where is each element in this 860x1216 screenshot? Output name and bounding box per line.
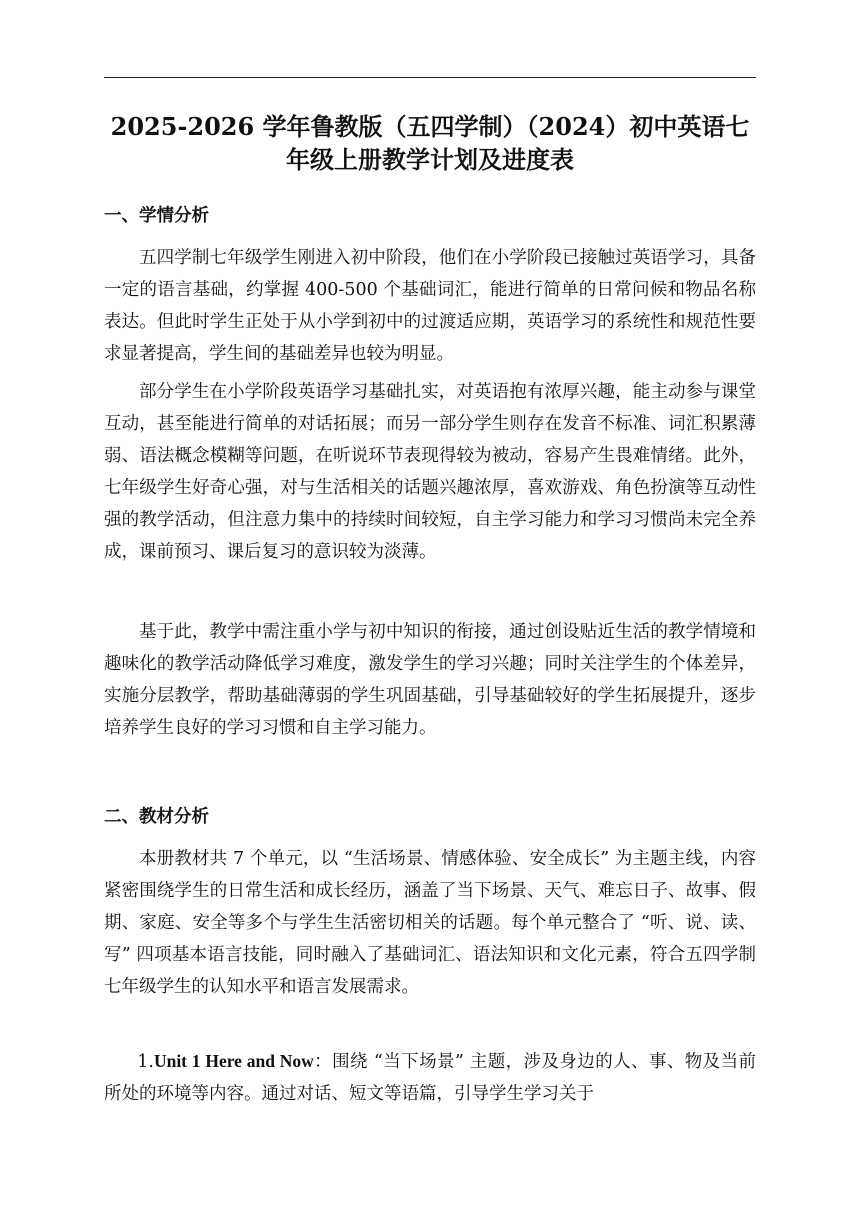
item-number: 1. [137,1052,154,1072]
item-text: ：围绕 “当下场景” 主题，涉及身边的人、事、物及当前所处的环境等内容。通过对话、短文等语篇，引导学生学习关于 [104,1052,756,1104]
section-heading-textbook-analysis: 二、教材分析 [104,807,209,827]
paragraph: 本册教材共 7 个单元，以 “生活场景、情感体验、安全成长” 为主题主线，内容紧密围绕学生的日常生活和成长经历，涵盖了当下场景、天气、难忘日子、故事、假期、家庭、安全等多个与学生生活密切相关的话题。每个单元整合了 “听、说、读、写” 四项基本语言技能，同时融入了基础词汇、语法知识和文化元素，符合五四学制七年级学生的认知水平和语言发展需求。 [104,849,756,997]
header-rule [104,77,756,78]
document-title: 2025-2026 学年鲁教版（五四学制）（2024）初中英语七年级上册教学计划及进度表 [110,112,750,174]
paragraph: 部分学生在小学阶段英语学习基础扎实，对英语抱有浓厚兴趣，能主动参与课堂互动，甚至能进行简单的对话拓展；而另一部分学生则存在发音不标准、词汇积累薄弱、语法概念模糊等问题，在听说环节表现得较为被动，容易产生畏难情绪。此外，七年级学生好奇心强，对与生活相关的话题兴趣浓厚，喜欢游戏、角色扮演等互动性强的教学活动，但注意力集中的持续时间较短，自主学习能力和学习习惯尚未完全养成，课前预习、课后复习的意识较为淡薄。 [104,382,756,562]
item-label: Unit 1 Here and Now [153,1051,314,1071]
section-heading-learner-analysis: 一、学情分析 [104,206,209,226]
list-item-unit-1 [104,1045,756,1110]
paragraph: 五四学制七年级学生刚进入初中阶段，他们在小学阶段已接触过英语学习，具备一定的语言基础，约掌握 400-500 个基础词汇，能进行简单的日常问候和物品名称表达。但此时学生正处于从小学到初中的过渡适应期，英语学习的系统性和规范性要求显著提高，学生间的基础差异也较为明显。 [104,248,756,364]
document-page [104,0,756,1216]
paragraph: 基于此，教学中需注重小学与初中知识的衔接，通过创设贴近生活的教学情境和趣味化的教学活动降低学习难度，激发学生的学习兴趣；同时关注学生的个体差异，实施分层教学，帮助基础薄弱的学生巩固基础，引导基础较好的学生拓展提升，逐步培养学生良好的学习习惯和自主学习能力。 [104,622,756,738]
